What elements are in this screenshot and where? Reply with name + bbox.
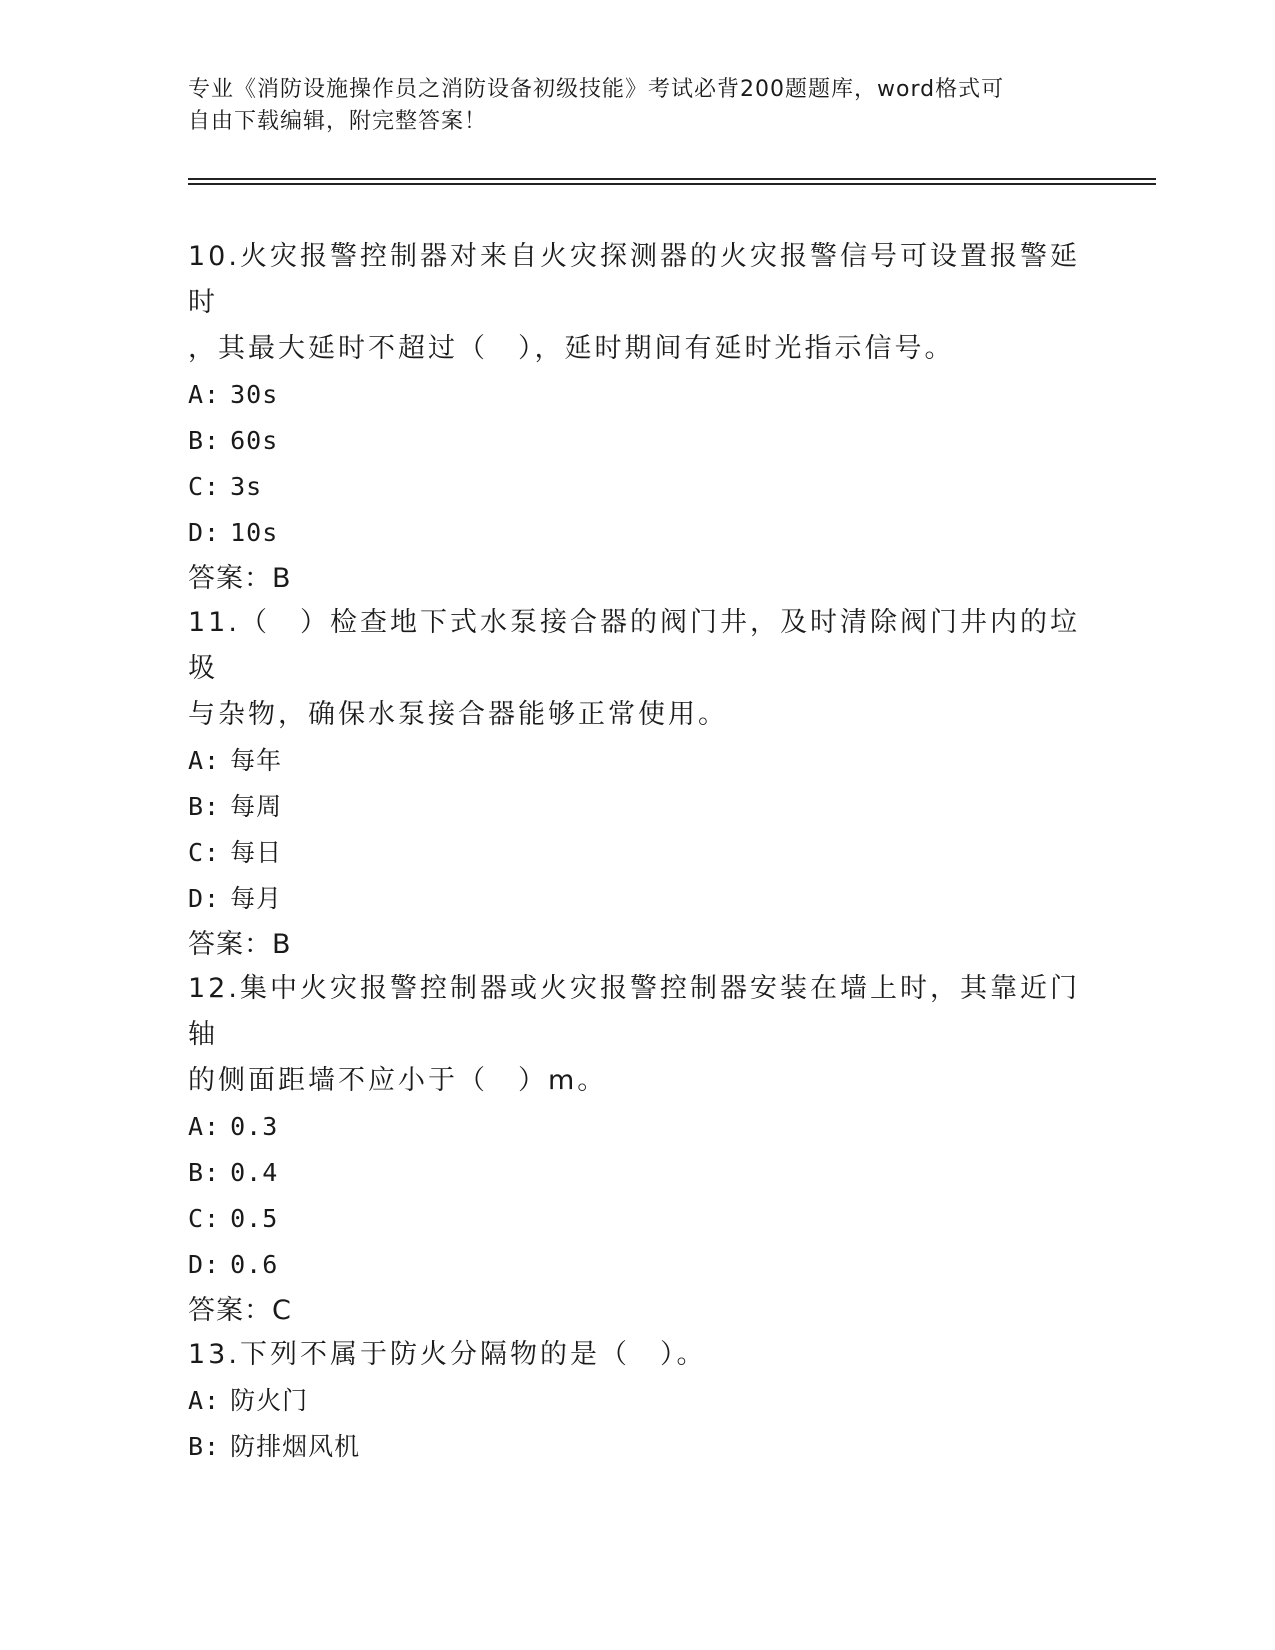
question-stem <box>188 1332 1088 1378</box>
header-divider-top <box>188 178 1156 180</box>
question-10 <box>188 234 1088 602</box>
answer-line: 答案：C <box>188 1295 292 1326</box>
option-c: C: 3s <box>188 472 263 501</box>
header-line-2: 自由下载编辑，附完整答案！ <box>188 109 488 134</box>
option-b: B: 防排烟风机 <box>188 1432 361 1461</box>
question-stem-line: 与杂物，确保水泵接合器能够正常使用。 <box>188 699 728 730</box>
question-stem-line: 13.下列不属于防火分隔物的是（ ）。 <box>188 1339 707 1370</box>
question-stem-line: 12.集中火灾报警控制器或火灾报警控制器安装在墙上时，其靠近门轴 <box>188 973 1080 1050</box>
question-stem-line: 11.（ ）检查地下式水泵接合器的阀门井，及时清除阀门井内的垃圾 <box>188 607 1080 684</box>
question-stem-line: 的侧面距墙不应小于（ ）m。 <box>188 1065 608 1096</box>
option-d: D: 每月 <box>188 884 283 913</box>
answer-line: 答案：B <box>188 929 292 960</box>
option-d: D: 0.6 <box>188 1250 279 1279</box>
option-a: A: 0.3 <box>188 1112 279 1141</box>
question-stem <box>188 234 1088 372</box>
option-b: B: 0.4 <box>188 1158 279 1187</box>
option-c: C: 0.5 <box>188 1204 279 1233</box>
question-stem <box>188 966 1088 1104</box>
question-11 <box>188 600 1088 968</box>
document-header <box>188 74 1068 138</box>
header-divider-bottom <box>188 183 1156 185</box>
option-a: A: 30s <box>188 380 279 409</box>
option-c: C: 每日 <box>188 838 283 867</box>
question-stem <box>188 600 1088 738</box>
option-a: A: 防火门 <box>188 1386 309 1415</box>
question-stem-line: 10.火灾报警控制器对来自火灾探测器的火灾报警信号可设置报警延时 <box>188 241 1080 318</box>
option-d: D: 10s <box>188 518 279 547</box>
option-b: B: 每周 <box>188 792 283 821</box>
option-b: B: 60s <box>188 426 279 455</box>
option-a: A: 每年 <box>188 746 283 775</box>
question-stem-line: ，其最大延时不超过（ ），延时期间有延时光指示信号。 <box>188 333 955 364</box>
header-line-1: 专业《消防设施操作员之消防设备初级技能》考试必背200题题库，word格式可 <box>188 77 1005 102</box>
answer-line: 答案：B <box>188 563 292 594</box>
question-12 <box>188 966 1088 1334</box>
question-13 <box>188 1332 1088 1470</box>
